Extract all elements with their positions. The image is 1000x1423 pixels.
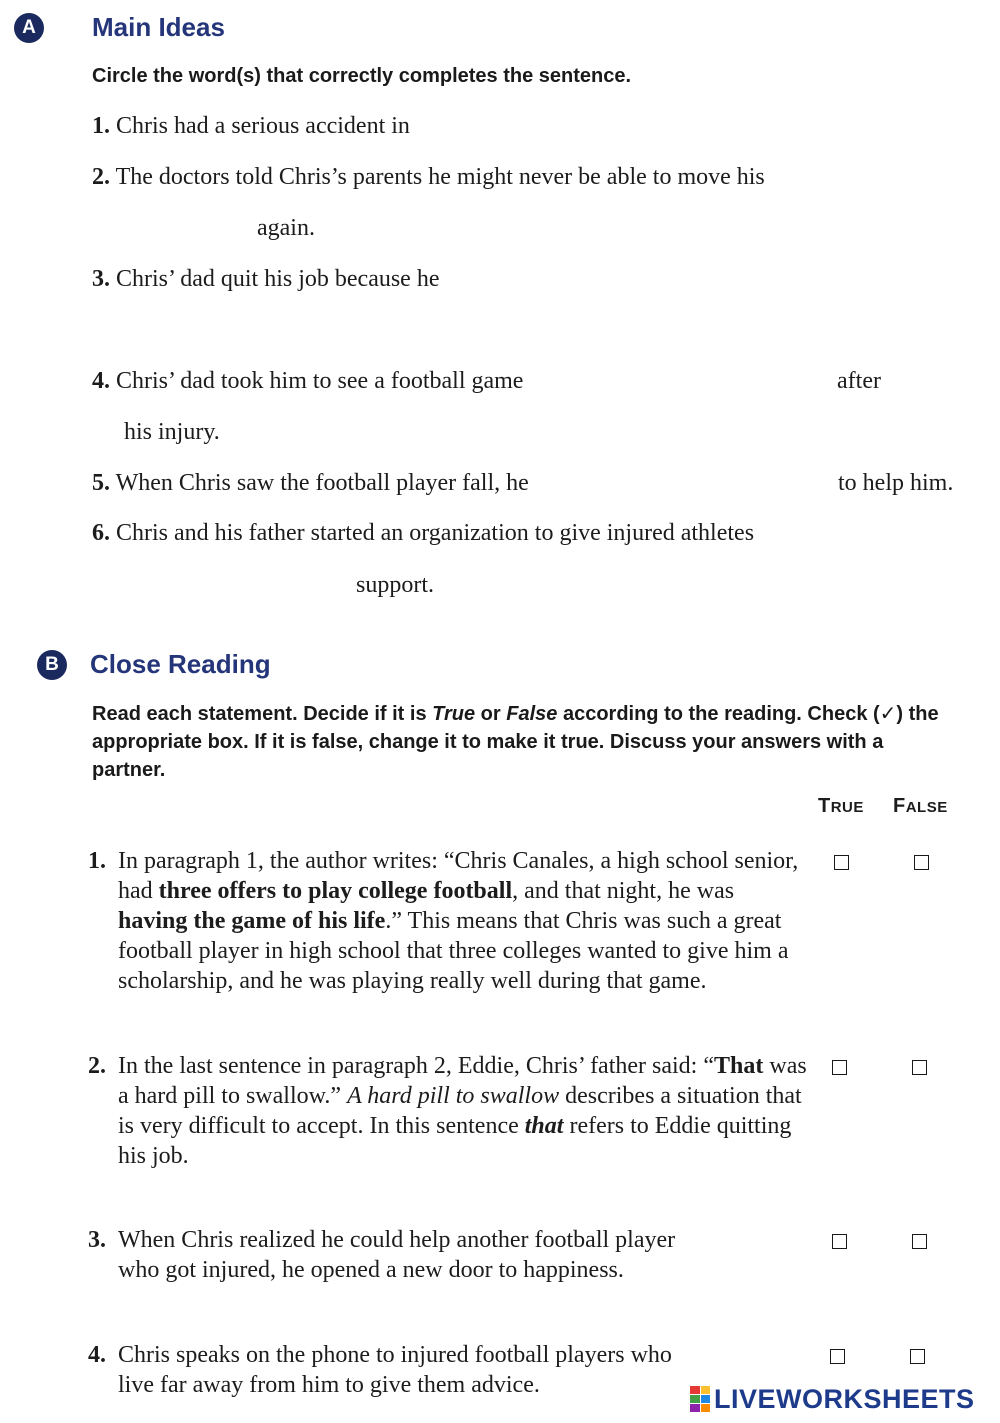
column-header-true [818, 795, 864, 818]
main-idea-4 [92, 366, 523, 396]
main-idea-3 [92, 264, 439, 294]
instruction-part: or [475, 703, 507, 725]
text-run: , and that night, he was [512, 878, 735, 904]
section-a-badge: A [14, 13, 44, 43]
text-run: In the last sentence in paragraph 2, Eddie, Chris’ father said: “ [118, 1053, 715, 1079]
statement-4-false-checkbox[interactable] [910, 1349, 925, 1364]
false-initial: F [893, 795, 906, 817]
bold-italic-phrase: that [524, 1113, 564, 1139]
item-number: 6. [92, 520, 110, 546]
text-run: describes a situation that is very difficult to accept. In this sentence [118, 1083, 802, 1139]
bold-phrase: three offers to play college football [158, 878, 513, 904]
main-idea-6 [92, 518, 754, 548]
item-text: When Chris saw the football player fall, he [115, 470, 529, 496]
instruction-part: Read each statement. Decide if it is [92, 703, 433, 725]
section-a-title: Main Ideas [92, 12, 225, 42]
instruction-false-word: False [506, 703, 558, 725]
item-number: 5. [92, 470, 110, 496]
statement-4 [88, 1340, 698, 1400]
main-idea-2-continuation: again. [257, 215, 315, 241]
item-number: 1. [92, 113, 110, 139]
statement-number: 3. [88, 1227, 106, 1253]
statement-2-true-checkbox[interactable] [832, 1060, 847, 1075]
main-idea-4-continuation: his injury. [124, 419, 220, 445]
statement-text: Chris speaks on the phone to injured football players who live far away from him to give them advice. [118, 1342, 672, 1398]
section-b-title: Close Reading [90, 649, 271, 679]
bold-phrase: That [714, 1053, 764, 1079]
section-a-instruction: Circle the word(s) that correctly completes the sentence. [92, 65, 632, 87]
statement-number: 4. [88, 1342, 106, 1368]
item-text: Chris’ dad took him to see a football game [116, 368, 524, 394]
statement-1 [88, 846, 808, 996]
column-header-false [893, 795, 948, 818]
bold-phrase: having the game of his life [118, 908, 386, 934]
main-idea-4-tail: after [837, 368, 881, 394]
text-run: was a hard pill to swallow.” [118, 1053, 807, 1109]
item-text: The doctors told Chris’s parents he might never be able to move his [115, 164, 765, 190]
statement-number: 1. [88, 848, 106, 874]
statement-text [118, 1051, 808, 1171]
instruction-true-word: True [432, 703, 476, 725]
statement-3 [88, 1225, 678, 1285]
item-text: Chris and his father started an organization to give injured athletes [116, 520, 755, 546]
instruction-part: according to the reading. Check (✓) the appropriate box. If it is false, change it to make it true. Discuss your answers with a partner. [92, 703, 939, 781]
statement-number: 2. [88, 1053, 106, 1079]
statement-3-true-checkbox[interactable] [832, 1234, 847, 1249]
statement-1-true-checkbox[interactable] [834, 855, 849, 870]
item-text: Chris’ dad quit his job because he [116, 266, 440, 292]
true-initial: T [818, 795, 831, 817]
main-idea-2 [92, 162, 765, 192]
false-rest: ALSE [905, 799, 948, 816]
text-run: refers to Eddie quitting his job. [118, 1113, 792, 1169]
text-run: In paragraph 1, the author writes: “Chris Canales, a high school senior, had [118, 848, 799, 904]
text-run: .” This means that Chris was such a great football player in high school that three colleges wanted to give him a scholarship, and he was playing really well during that game. [118, 908, 789, 994]
main-idea-1 [92, 111, 410, 141]
statement-3-false-checkbox[interactable] [912, 1234, 927, 1249]
statement-text: When Chris realized he could help another football player who got injured, he opened a new door to happiness. [118, 1227, 676, 1283]
item-number: 3. [92, 266, 110, 292]
statement-1-false-checkbox[interactable] [914, 855, 929, 870]
item-number: 4. [92, 368, 110, 394]
liveworksheets-logo [690, 1380, 990, 1418]
section-b-badge: B [37, 650, 67, 680]
italic-phrase: A hard pill to swallow [347, 1083, 560, 1109]
main-idea-5 [92, 468, 529, 498]
statement-4-true-checkbox[interactable] [830, 1349, 845, 1364]
item-text: Chris had a serious accident in [116, 113, 410, 139]
section-b-instruction [92, 700, 952, 784]
true-rest: RUE [830, 799, 864, 816]
main-idea-5-tail: to help him. [838, 470, 954, 496]
statement-2-false-checkbox[interactable] [912, 1060, 927, 1075]
main-idea-6-continuation: support. [356, 572, 434, 598]
logo-text: LIVEWORKSHEETS [714, 1383, 975, 1414]
statement-text [118, 846, 808, 996]
statement-2 [88, 1051, 808, 1171]
logo-icon [690, 1386, 710, 1412]
item-number: 2. [92, 164, 110, 190]
